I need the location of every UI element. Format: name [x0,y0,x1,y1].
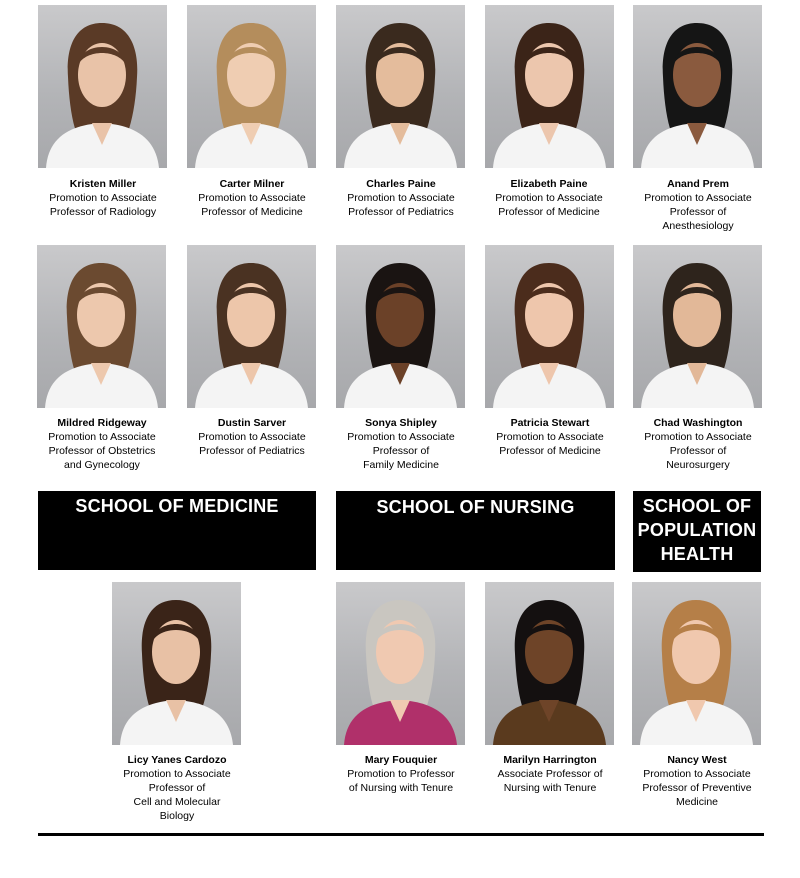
card-elizabeth-paine [469,177,629,219]
person-title-line: Professor of Pediatrics [348,206,454,218]
person-title-line: Professor of Medicine [498,206,600,218]
person-title-line: Biology [159,810,195,822]
header-school-of-population-health [633,491,761,572]
header-line: HEALTH [660,544,734,564]
photo-marilyn-harrington [485,582,614,745]
card-licy-yanes-cardozo [97,753,257,823]
person-name: Kristen Miller [69,178,137,190]
header-line: SCHOOL OF NURSING [376,497,575,517]
person-name: Mildred Ridgeway [57,417,147,429]
person-title-line: Anesthesiology [662,220,734,232]
photo-sonya-shipley [336,245,465,408]
person-title-line: Professor of [669,445,727,457]
person-title-line: Neurosurgery [666,459,730,471]
person-name: Chad Washington [653,417,743,429]
person-title-line: Professor of [148,782,206,794]
person-title-line: and Gynecology [64,459,140,471]
person-title-line: Promotion to Associate [643,768,751,780]
person-name: Dustin Sarver [217,417,287,429]
card-carter-milner [172,177,332,219]
card-anand-prem [618,177,778,233]
portrait-illustration [485,582,614,745]
person-name: Patricia Stewart [510,417,590,429]
person-name: Nancy West [667,754,727,766]
card-sonya-shipley [321,416,481,472]
person-title-line: Promotion to Associate [198,192,306,204]
portrait-illustration [38,5,167,168]
portrait-illustration [633,245,762,408]
photo-mary-fouquier [336,582,465,745]
person-title-line: Promotion to Associate [644,192,752,204]
portrait-illustration [632,582,761,745]
person-name: Sonya Shipley [365,417,437,429]
person-title-line: Promotion to Associate [198,431,306,443]
person-name: Charles Paine [366,178,436,190]
person-title-line: Professor of Obstetrics [48,445,156,457]
portrait-illustration [112,582,241,745]
person-name: Anand Prem [667,178,729,190]
person-title-line: Professor of Preventive [642,782,752,794]
person-title-line: Promotion to Associate [644,431,752,443]
person-title-line: Professor of [669,206,727,218]
card-patricia-stewart [470,416,630,458]
person-title-line: Promotion to Associate [49,192,157,204]
portrait-illustration [485,245,614,408]
person-title-line: Promotion to Associate [48,431,156,443]
photo-dustin-sarver [187,245,316,408]
person-title-line: Professor of Medicine [201,206,303,218]
photo-anand-prem [633,5,762,168]
person-title-line: Promotion to Professor [347,768,455,780]
person-name: Licy Yanes Cardozo [127,754,227,766]
person-title-line: Professor of [372,445,430,457]
card-kristen-miller [23,177,183,219]
header-school-of-nursing [336,491,615,570]
person-title-line: of Nursing with Tenure [348,782,454,794]
person-title-line: Nursing with Tenure [503,782,597,794]
person-title-line: Associate Professor of [497,768,603,780]
header-line: SCHOOL OF MEDICINE [75,496,279,516]
card-nancy-west [617,753,777,809]
person-title-line: Cell and Molecular [133,796,221,808]
header-school-of-medicine [38,491,316,570]
person-title-line: Professor of Radiology [49,206,157,218]
photo-kristen-miller [38,5,167,168]
photo-nancy-west [632,582,761,745]
portrait-illustration [485,5,614,168]
photo-chad-washington [633,245,762,408]
photo-carter-milner [187,5,316,168]
portrait-illustration [187,5,316,168]
person-title-line: Promotion to Associate [347,431,455,443]
card-mildred-ridgeway [22,416,182,472]
photo-elizabeth-paine [485,5,614,168]
person-title-line: Promotion to Associate [347,192,455,204]
portrait-illustration [336,245,465,408]
card-mary-fouquier [321,753,481,795]
portrait-illustration [37,245,166,408]
person-name: Carter Milner [219,178,285,190]
person-name: Mary Fouquier [364,754,438,766]
photo-patricia-stewart [485,245,614,408]
person-title-line: Medicine [675,796,719,808]
photo-mildred-ridgeway [37,245,166,408]
person-title-line: Family Medicine [363,459,439,471]
person-title-line: Promotion to Associate [123,768,231,780]
header-line: SCHOOL OF [642,496,752,516]
bottom-rule [38,833,764,836]
portrait-illustration [336,5,465,168]
person-title-line: Promotion to Associate [496,431,604,443]
photo-charles-paine [336,5,465,168]
person-name: Marilyn Harrington [503,754,597,766]
card-marilyn-harrington [470,753,630,795]
person-name: Elizabeth Paine [510,178,588,190]
portrait-illustration [187,245,316,408]
person-title-line: Professor of Pediatrics [199,445,305,457]
portrait-illustration [633,5,762,168]
card-chad-washington [618,416,778,472]
portrait-illustration [336,582,465,745]
card-charles-paine [321,177,481,219]
person-title-line: Promotion to Associate [495,192,603,204]
card-dustin-sarver [172,416,332,458]
header-line: POPULATION [637,520,757,540]
person-title-line: Professor of Medicine [499,445,601,457]
photo-licy-yanes-cardozo [112,582,241,745]
